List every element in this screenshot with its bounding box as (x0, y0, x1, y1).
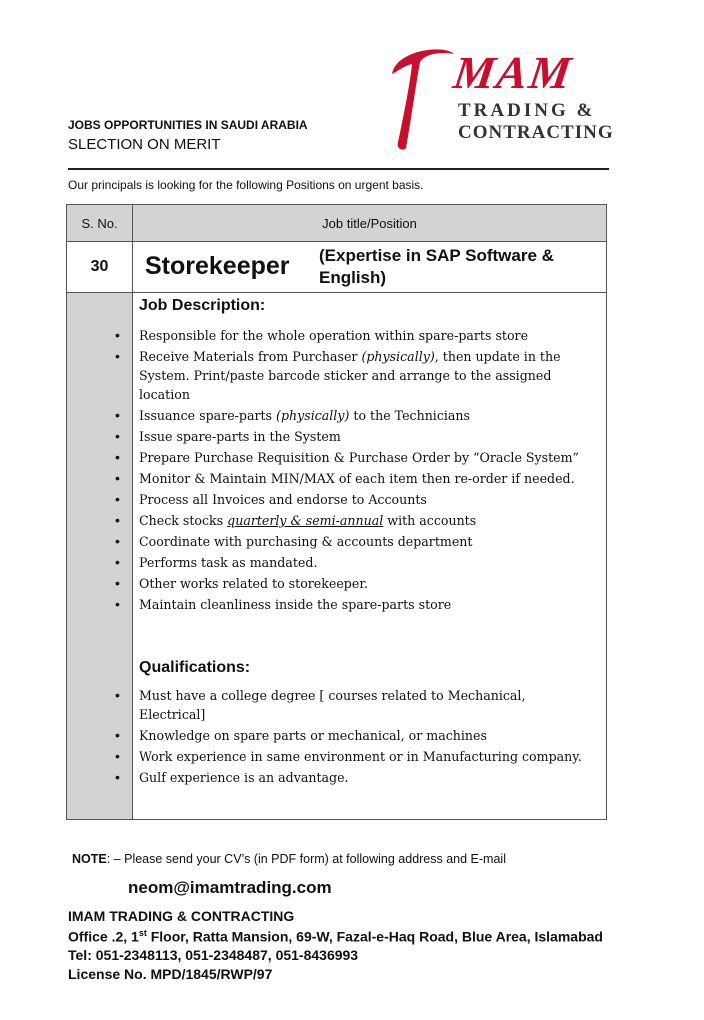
header-job-title: Job title/Position (322, 216, 417, 231)
header-divider (68, 168, 609, 170)
list-item: • Must have a college degree [ courses related to Mechanical, Electrical] (115, 686, 595, 724)
selection-text: SLECTION ON MERIT (68, 136, 221, 153)
list-item: • Knowledge on spare parts or mechanical, or machines (115, 726, 595, 745)
list-item: • Prepare Purchase Requisition & Purchase Order by “Oracle System” (115, 448, 595, 467)
list-item: • Maintain cleanliness inside the spare-parts store (115, 595, 595, 614)
company-name: IMAM TRADING & CONTRACTING (68, 908, 295, 924)
logo-swoosh-icon (386, 44, 458, 154)
job-description-heading: Job Description: (139, 297, 266, 314)
position-number: 30 (90, 258, 109, 275)
list-item: • Coordinate with purchasing & accounts department (115, 532, 595, 551)
telephone: Tel: 051-2348113, 051-2348487, 051-8436993 (68, 947, 359, 963)
position-expertise: (Expertise in SAP Software & English) (319, 246, 554, 287)
office-address: Office .2, 1st Floor, Ratta Mansion, 69-W, Fazal-e-Haq Road, Blue Area, Islamabad (68, 928, 603, 945)
logo-line-trading: TRADING & (458, 100, 596, 121)
header-sno: S. No. (81, 216, 118, 231)
list-item: • Check stocks quarterly & semi-annual with accounts (115, 511, 595, 530)
row-divider (67, 292, 606, 293)
list-item: • Work experience in same environment or in Manufacturing company. (115, 747, 595, 766)
qualifications-heading: Qualifications: (139, 659, 251, 676)
list-item: • Issuance spare-parts (physically) to the Technicians (115, 406, 595, 425)
job-description-list (115, 326, 595, 616)
list-item: • Process all Invoices and endorse to Accounts (115, 490, 595, 509)
list-item: • Issue spare-parts in the System (115, 427, 595, 446)
job-table (66, 204, 607, 820)
note-text: NOTE: – Please send your CV’s (in PDF form) at following address and E-mail (72, 852, 506, 866)
intro-text: Our principals is looking for the following Positions on urgent basis. (68, 178, 424, 192)
list-item: • Receive Materials from Purchaser (physically), then update in the System. Print/paste barcode sticker and arrange to the assigned location (115, 347, 595, 404)
logo-line-contracting: CONTRACTING (458, 122, 614, 143)
list-item: • Performs task as mandated. (115, 553, 595, 572)
license-number: License No. MPD/1845/RWP/97 (68, 966, 273, 982)
list-item: • Monitor & Maintain MIN/MAX of each item then re-order if needed. (115, 469, 595, 488)
logo-brand: MAM (450, 47, 577, 98)
contact-email[interactable]: neom@imamtrading.com (128, 878, 332, 897)
company-logo (386, 44, 618, 154)
list-item: • Gulf experience is an advantage. (115, 768, 595, 787)
qualifications-list (115, 686, 595, 789)
list-item: • Other works related to storekeeper. (115, 574, 595, 593)
list-item: • Responsible for the whole operation within spare-parts store (115, 326, 595, 345)
position-title: Storekeeper (145, 252, 290, 280)
jobs-title: JOBS OPPORTUNITIES IN SAUDI ARABIA (68, 118, 308, 132)
